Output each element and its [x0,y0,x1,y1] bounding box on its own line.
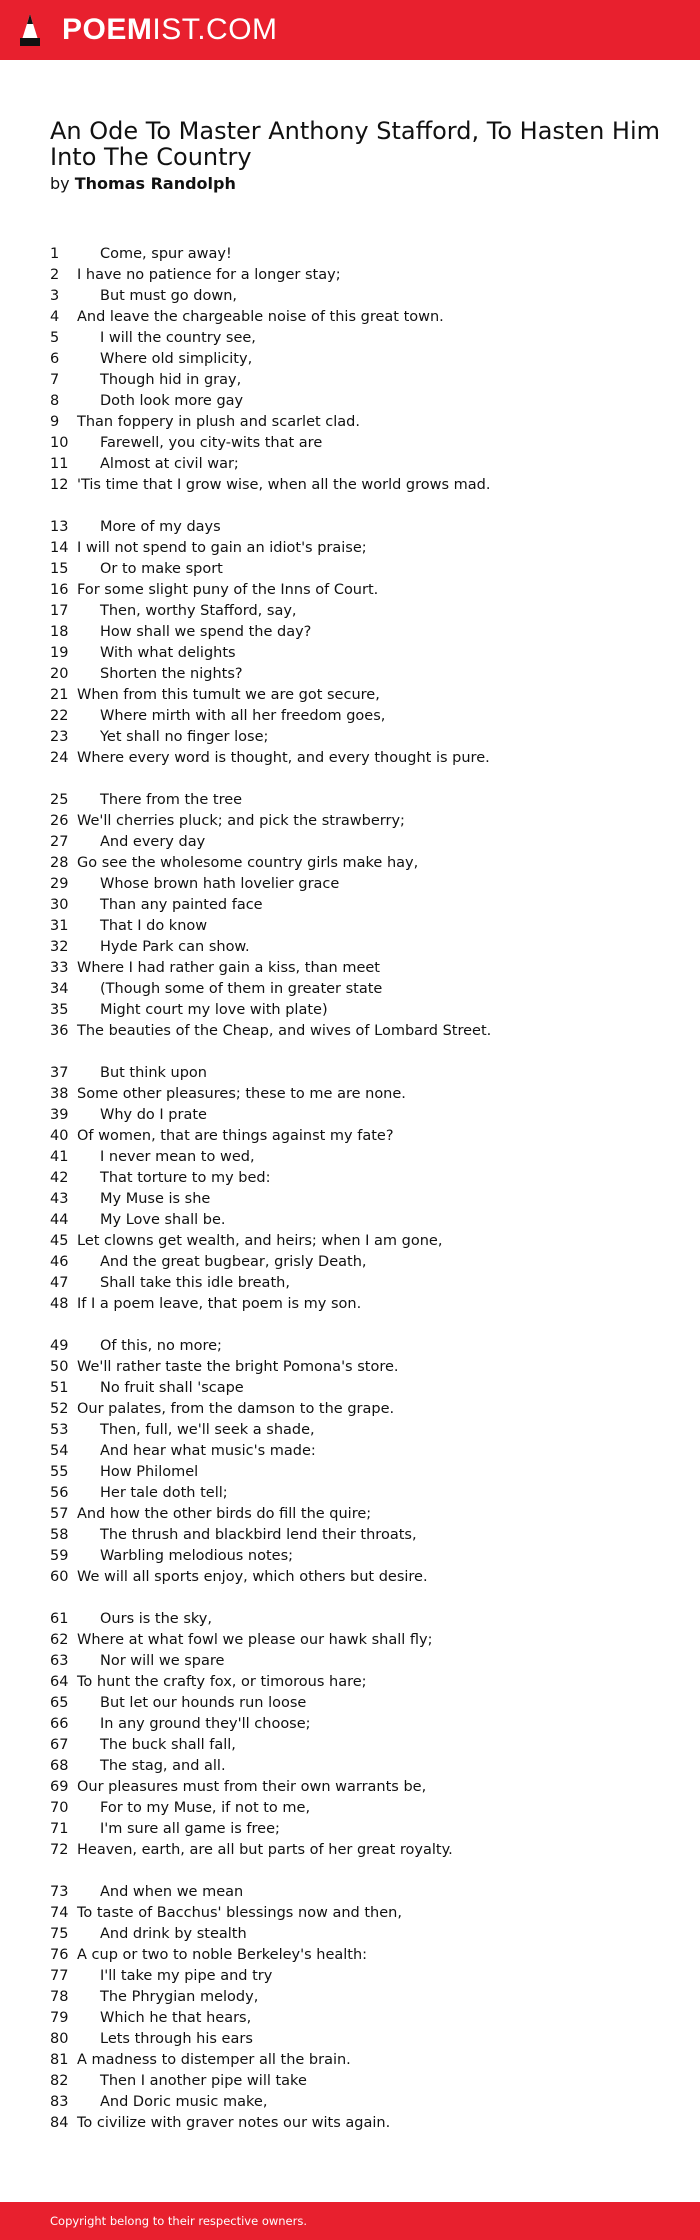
line-number: 64 [50,1674,69,1690]
line-number: 63 [50,1653,69,1669]
poem-line [0,412,700,433]
line-number: 78 [50,1989,69,2005]
line-number: 11 [50,456,69,472]
poem-line [0,1546,700,1567]
poem-line [0,1798,700,1819]
line-number: 4 [50,309,60,325]
line-text: And hear what music's made: [100,1443,316,1459]
poem-line [0,559,700,580]
line-number: 49 [50,1338,69,1354]
line-text: The beauties of the Cheap, and wives of Lombard Street. [77,1023,492,1039]
poem-line [0,2092,700,2113]
poem-line [0,748,700,769]
line-text: Nor will we spare [100,1653,225,1669]
poem-line [0,370,700,391]
line-number: 82 [50,2073,69,2089]
poem-line [0,916,700,937]
line-text: And leave the chargeable noise of this great town. [77,309,444,325]
line-number: 80 [50,2031,69,2047]
line-text: And drink by stealth [100,1926,247,1942]
line-text: More of my days [100,519,221,535]
line-number: 79 [50,2010,69,2026]
line-number: 54 [50,1443,69,1459]
poem-line [0,643,700,664]
poem-line [0,2008,700,2029]
line-text: How shall we spend the day? [100,624,312,640]
line-number: 40 [50,1128,69,1144]
poem-line [0,1966,700,1987]
line-number: 17 [50,603,69,619]
line-text: Almost at civil war; [100,456,239,472]
line-text: But let our hounds run loose [100,1695,307,1711]
line-text: Go see the wholesome country girls make hay, [77,855,419,871]
line-text: Then I another pipe will take [100,2073,307,2089]
poem-line [0,727,700,748]
line-number: 84 [50,2115,69,2131]
poem-line [0,1126,700,1147]
line-text: To civilize with graver notes our wits again. [77,2115,391,2131]
logo-light: IST.COM [152,13,278,46]
line-number: 8 [50,393,60,409]
poem-line [0,979,700,1000]
line-text: Farewell, you city-wits that are [100,435,323,451]
poem-title: An Ode To Master Anthony Stafford, To Hasten Him Into The Country [50,117,661,171]
line-text: That torture to my bed: [100,1170,271,1186]
line-number: 71 [50,1821,69,1837]
poem-line [0,1819,700,1840]
poem-line [0,811,700,832]
line-text: The Phrygian melody, [100,1989,259,2005]
poem-line [0,1147,700,1168]
line-number: 2 [50,267,60,283]
line-number: 38 [50,1086,69,1102]
poem-line [0,286,700,307]
line-number: 46 [50,1254,69,1270]
poem-line [0,1483,700,1504]
line-text: A madness to distemper all the brain. [77,2052,351,2068]
line-text: I'm sure all game is free; [100,1821,280,1837]
line-text: Come, spur away! [100,246,232,262]
poem-line [0,1252,700,1273]
poem-line [0,853,700,874]
line-text: I will not spend to gain an idiot's praise; [77,540,367,556]
line-text: I never mean to wed, [100,1149,255,1165]
line-text: Where I had rather gain a kiss, than meet [77,960,380,976]
poem-line [0,958,700,979]
line-number: 15 [50,561,69,577]
line-number: 29 [50,876,69,892]
line-text: Ours is the sky, [100,1611,212,1627]
line-text: Where old simplicity, [100,351,253,367]
logo-bold: POEM [62,13,153,46]
line-number: 69 [50,1779,69,1795]
poem-line [0,874,700,895]
poem-line [0,265,700,286]
line-number: 7 [50,372,60,388]
line-number: 60 [50,1569,69,1585]
line-text: Whose brown hath lovelier grace [100,876,340,892]
poem-line [0,1000,700,1021]
poem-line [0,1504,700,1525]
poem-line [0,1651,700,1672]
line-number: 26 [50,813,69,829]
line-number: 20 [50,666,69,682]
line-number: 51 [50,1380,69,1396]
line-text: Then, worthy Stafford, say, [100,603,297,619]
line-number: 73 [50,1884,69,1900]
line-number: 45 [50,1233,69,1249]
line-text: Than any painted face [100,897,263,913]
poem-line [0,244,700,265]
line-text: Yet shall no finger lose; [100,729,269,745]
line-number: 30 [50,897,69,913]
poem-line [0,1420,700,1441]
line-text: With what delights [100,645,236,661]
line-number: 31 [50,918,69,934]
line-text: And how the other birds do fill the quire; [77,1506,372,1522]
line-number: 70 [50,1800,69,1816]
line-number: 52 [50,1401,69,1417]
line-number: 57 [50,1506,69,1522]
line-number: 5 [50,330,60,346]
line-number: 22 [50,708,69,724]
poem-line [0,433,700,454]
line-number: 18 [50,624,69,640]
line-number: 58 [50,1527,69,1543]
line-number: 43 [50,1191,69,1207]
poem-line [0,2029,700,2050]
line-text: If I a poem leave, that poem is my son. [77,1296,362,1312]
line-text: In any ground they'll choose; [100,1716,311,1732]
line-text: I'll take my pipe and try [100,1968,273,1984]
poem-line [0,2113,700,2134]
line-text: Her tale doth tell; [100,1485,228,1501]
line-text: We'll rather taste the bright Pomona's store. [77,1359,399,1375]
line-text: The stag, and all. [100,1758,226,1774]
poem-line [0,1882,700,1903]
line-text: Lets through his ears [100,2031,253,2047]
line-number: 50 [50,1359,69,1375]
poem-line [0,1021,700,1042]
poem-line [0,1924,700,1945]
line-number: 75 [50,1926,69,1942]
poem-line [0,1084,700,1105]
line-text: Which he that hears, [100,2010,252,2026]
line-number: 53 [50,1422,69,1438]
line-text: (Though some of them in greater state [100,981,383,997]
line-number: 76 [50,1947,69,1963]
line-text: For some slight puny of the Inns of Court. [77,582,379,598]
poem-line [0,1231,700,1252]
line-text: That I do know [100,918,208,934]
line-number: 12 [50,477,69,493]
line-text: Or to make sport [100,561,223,577]
poem-line [0,1609,700,1630]
line-text: Let clowns get wealth, and heirs; when I am gone, [77,1233,443,1249]
poem-line [0,1105,700,1126]
line-text: But think upon [100,1065,207,1081]
poem-line [0,517,700,538]
poem-line [0,1294,700,1315]
poem-line [0,1567,700,1588]
line-number: 27 [50,834,69,850]
poem-line [0,2071,700,2092]
line-text: For to my Muse, if not to me, [100,1800,311,1816]
line-text: I will the country see, [100,330,256,346]
poem-line [0,328,700,349]
line-number: 81 [50,2052,69,2068]
line-text: The thrush and blackbird lend their throats, [100,1527,417,1543]
line-text: But must go down, [100,288,238,304]
line-number: 33 [50,960,69,976]
line-text: Our pleasures must from their own warrants be, [77,1779,427,1795]
line-text: Then, full, we'll seek a shade, [100,1422,315,1438]
poem-line [0,1525,700,1546]
line-number: 16 [50,582,69,598]
poem-line [0,580,700,601]
by-label: by [50,174,70,193]
copyright-text: Copyright belong to their respective owners. [50,2214,308,2228]
line-text: There from the tree [100,792,243,808]
poem-line [0,2050,700,2071]
line-number: 39 [50,1107,69,1123]
poem-line [0,1756,700,1777]
line-text: A cup or two to noble Berkeley's health: [77,1947,368,1963]
poem-line [0,1462,700,1483]
poem-line [0,307,700,328]
line-text: Some other pleasures; these to me are none. [77,1086,406,1102]
poem-line [0,937,700,958]
line-number: 9 [50,414,60,430]
poem-line [0,685,700,706]
poem-line [0,1273,700,1294]
line-number: 21 [50,687,69,703]
line-number: 44 [50,1212,69,1228]
line-text: To hunt the crafty fox, or timorous hare; [77,1674,367,1690]
poem-line [0,1630,700,1651]
line-text: My Love shall be. [100,1212,226,1228]
line-text: How Philomel [100,1464,199,1480]
line-number: 28 [50,855,69,871]
line-text: And Doric music make, [100,2094,268,2110]
line-text: Hyde Park can show. [100,939,250,955]
line-text: Where mirth with all her freedom goes, [100,708,386,724]
line-number: 56 [50,1485,69,1501]
poem-line [0,1945,700,1966]
line-text: Of this, no more; [100,1338,222,1354]
line-text: Doth look more gay [100,393,244,409]
poem-line [0,1735,700,1756]
line-number: 19 [50,645,69,661]
line-text: We'll cherries pluck; and pick the strawberry; [77,813,405,829]
line-text: Where every word is thought, and every thought is pure. [77,750,490,766]
line-text: The buck shall fall, [100,1737,236,1753]
poem-line [0,1378,700,1399]
line-number: 47 [50,1275,69,1291]
line-text: Our palates, from the damson to the grape. [77,1401,395,1417]
poem-line [0,349,700,370]
line-number: 66 [50,1716,69,1732]
poem-line [0,1840,700,1861]
poem-line [0,832,700,853]
poem-line [0,1399,700,1420]
poem-line [0,475,700,496]
poem-line [0,622,700,643]
line-text: Shorten the nights? [100,666,243,682]
line-number: 48 [50,1296,69,1312]
line-number: 83 [50,2094,69,2110]
line-number: 25 [50,792,69,808]
line-text: To taste of Bacchus' blessings now and then, [77,1905,402,1921]
line-number: 3 [50,288,60,304]
poem-line [0,601,700,622]
line-text: And the great bugbear, grisly Death, [100,1254,367,1270]
line-number: 1 [50,246,60,262]
line-number: 62 [50,1632,69,1648]
line-text: Of women, that are things against my fate? [77,1128,394,1144]
line-number: 14 [50,540,69,556]
poem-line [0,1063,700,1084]
poem-line [0,1987,700,2008]
line-number: 37 [50,1065,69,1081]
line-number: 24 [50,750,69,766]
poem-line [0,1336,700,1357]
poem-line [0,1714,700,1735]
line-number: 42 [50,1170,69,1186]
poem-line [0,1189,700,1210]
poem-line [0,454,700,475]
line-text: Than foppery in plush and scarlet clad. [77,414,360,430]
line-number: 55 [50,1464,69,1480]
line-text: Why do I prate [100,1107,207,1123]
line-text: My Muse is she [100,1191,211,1207]
line-number: 74 [50,1905,69,1921]
line-text: I have no patience for a longer stay; [77,267,341,283]
line-number: 67 [50,1737,69,1753]
line-number: 65 [50,1695,69,1711]
line-number: 72 [50,1842,69,1858]
line-number: 77 [50,1968,69,1984]
line-number: 36 [50,1023,69,1039]
poem-line [0,664,700,685]
poem-line [0,391,700,412]
line-text: When from this tumult we are got secure, [77,687,380,703]
poem-line [0,1357,700,1378]
poem-line [0,1693,700,1714]
poem-line [0,538,700,559]
line-number: 59 [50,1548,69,1564]
poem-line [0,1903,700,1924]
line-number: 41 [50,1149,69,1165]
line-text: Warbling melodious notes; [100,1548,294,1564]
line-text: And every day [100,834,206,850]
line-number: 34 [50,981,69,997]
line-text: Where at what fowl we please our hawk shall fly; [77,1632,433,1648]
line-text: We will all sports enjoy, which others but desire. [77,1569,428,1585]
poem-line [0,1168,700,1189]
line-text: No fruit shall 'scape [100,1380,244,1396]
line-number: 13 [50,519,69,535]
line-text: And when we mean [100,1884,244,1900]
poem-line [0,706,700,727]
line-number: 68 [50,1758,69,1774]
site-footer [0,2202,700,2240]
author-link[interactable]: Thomas Randolph [74,174,236,193]
line-number: 61 [50,1611,69,1627]
poem-line [0,1777,700,1798]
poem-line [0,790,700,811]
line-number: 23 [50,729,69,745]
line-text: Shall take this idle breath, [100,1275,290,1291]
line-number: 32 [50,939,69,955]
line-number: 10 [50,435,69,451]
poem-line [0,1210,700,1231]
line-text: Though hid in gray, [100,372,242,388]
poem-line [0,1441,700,1462]
line-text: Heaven, earth, are all but parts of her great royalty. [77,1842,453,1858]
line-text: Might court my love with plate) [100,1002,328,1018]
line-number: 35 [50,1002,69,1018]
poem-line [0,1672,700,1693]
line-text: 'Tis time that I grow wise, when all the world grows mad. [77,477,491,493]
line-number: 6 [50,351,60,367]
poem-line [0,895,700,916]
